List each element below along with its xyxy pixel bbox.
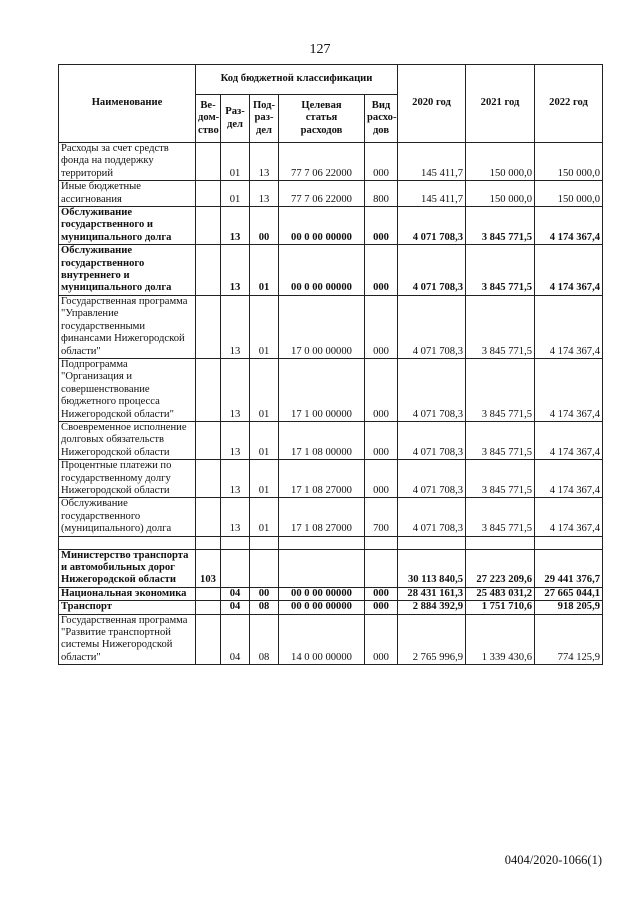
cell-statya: 17 1 08 27000 [279, 460, 365, 498]
budget-table [58, 64, 603, 665]
cell-statya: 17 1 00 00000 [279, 358, 365, 421]
table-row [59, 549, 603, 587]
table-row [59, 460, 603, 498]
table-row [59, 295, 603, 358]
table-row [59, 245, 603, 296]
cell-statya: 00 0 00 00000 [279, 207, 365, 245]
cell-2022: 4 174 367,4 [535, 421, 603, 459]
header-2020: 2020 год [398, 65, 466, 143]
cell-2021: 3 845 771,5 [466, 498, 535, 536]
cell-vedomstvo [196, 143, 221, 181]
cell-vedomstvo [196, 421, 221, 459]
table-row [59, 181, 603, 207]
cell-2020: 4 071 708,3 [398, 207, 466, 245]
cell-vid: 800 [365, 181, 398, 207]
cell-2021: 3 845 771,5 [466, 358, 535, 421]
document-id: 0404/2020-1066(1) [504, 853, 602, 867]
table-body [59, 143, 603, 665]
cell-razdel: 04 [221, 601, 250, 614]
cell-statya: 00 0 00 00000 [279, 245, 365, 296]
cell-vedomstvo: 103 [196, 549, 221, 587]
cell-podrazdel: 00 [250, 587, 279, 600]
cell-podrazdel: 01 [250, 421, 279, 459]
cell-vid: 000 [365, 358, 398, 421]
cell-podrazdel: 08 [250, 601, 279, 614]
cell-2020: 4 071 708,3 [398, 295, 466, 358]
cell-vedomstvo [196, 460, 221, 498]
cell-name: Процентные платежи по государственному долгу Нижегородской области [59, 460, 196, 498]
cell-2022: 4 174 367,4 [535, 460, 603, 498]
table-spacer-row [59, 536, 603, 549]
cell-razdel: 13 [221, 498, 250, 536]
cell-razdel: 04 [221, 614, 250, 665]
cell-statya: 00 0 00 00000 [279, 601, 365, 614]
cell-2021: 1 751 710,6 [466, 601, 535, 614]
header-razdel: Раз- дел [221, 95, 250, 143]
cell-podrazdel: 01 [250, 245, 279, 296]
cell-name: Государственная программа "Развитие транспортной системы Нижегородской области" [59, 614, 196, 665]
cell-razdel: 04 [221, 587, 250, 600]
cell-name: Обслуживание государственного внутреннего и муниципального долга [59, 245, 196, 296]
cell-2020: 145 411,7 [398, 181, 466, 207]
table-row [59, 207, 603, 245]
cell-2020: 145 411,7 [398, 143, 466, 181]
cell-2022: 29 441 376,7 [535, 549, 603, 587]
table-row [59, 498, 603, 536]
cell-2021: 3 845 771,5 [466, 245, 535, 296]
cell-vid: 000 [365, 587, 398, 600]
cell-2021: 1 339 430,6 [466, 614, 535, 665]
cell-2020: 30 113 840,5 [398, 549, 466, 587]
cell-name: Обслуживание государственного (муниципального) долга [59, 498, 196, 536]
cell-razdel: 01 [221, 143, 250, 181]
cell-2021: 150 000,0 [466, 181, 535, 207]
cell-2020: 4 071 708,3 [398, 358, 466, 421]
cell-razdel: 13 [221, 207, 250, 245]
header-2021: 2021 год [466, 65, 535, 143]
cell-2020: 2 765 996,9 [398, 614, 466, 665]
cell-2022: 918 205,9 [535, 601, 603, 614]
cell-2022: 27 665 044,1 [535, 587, 603, 600]
cell-2022: 150 000,0 [535, 143, 603, 181]
cell-statya: 00 0 00 00000 [279, 587, 365, 600]
header-podrazdel: Под- раз- дел [250, 95, 279, 143]
cell-2021: 27 223 209,6 [466, 549, 535, 587]
cell-vid: 000 [365, 245, 398, 296]
cell-vedomstvo [196, 498, 221, 536]
cell-podrazdel: 01 [250, 460, 279, 498]
cell-2022: 4 174 367,4 [535, 207, 603, 245]
cell-2022: 4 174 367,4 [535, 245, 603, 296]
cell-2020: 4 071 708,3 [398, 460, 466, 498]
cell-vid: 000 [365, 421, 398, 459]
cell-vid: 000 [365, 295, 398, 358]
cell-name: Национальная экономика [59, 587, 196, 600]
cell-podrazdel [250, 549, 279, 587]
table-row [59, 601, 603, 614]
cell-vedomstvo [196, 601, 221, 614]
cell-2022: 4 174 367,4 [535, 498, 603, 536]
cell-2021: 25 483 031,2 [466, 587, 535, 600]
cell-vid: 000 [365, 460, 398, 498]
cell-podrazdel: 01 [250, 358, 279, 421]
cell-2020: 4 071 708,3 [398, 245, 466, 296]
cell-2021: 3 845 771,5 [466, 421, 535, 459]
cell-name: Обслуживание государственного и муниципального долга [59, 207, 196, 245]
table-header [59, 65, 603, 143]
cell-name: Своевременное исполнение долговых обязательств Нижегородской области [59, 421, 196, 459]
cell-2021: 3 845 771,5 [466, 460, 535, 498]
cell-vedomstvo [196, 207, 221, 245]
cell-statya [279, 549, 365, 587]
table-row [59, 143, 603, 181]
cell-name: Министерство транспорта и автомобильных дорог Нижегородской области [59, 549, 196, 587]
cell-vedomstvo [196, 358, 221, 421]
header-statya: Целевая статья расходов [279, 95, 365, 143]
table-row [59, 358, 603, 421]
cell-vid: 000 [365, 614, 398, 665]
cell-2020: 4 071 708,3 [398, 498, 466, 536]
cell-statya: 77 7 06 22000 [279, 181, 365, 207]
cell-vedomstvo [196, 295, 221, 358]
cell-2020: 2 884 392,9 [398, 601, 466, 614]
cell-razdel: 13 [221, 460, 250, 498]
cell-vid: 000 [365, 601, 398, 614]
header-code-group: Код бюджетной классификации [196, 65, 398, 95]
cell-2021: 3 845 771,5 [466, 207, 535, 245]
cell-name: Иные бюджетные ассигнования [59, 181, 196, 207]
cell-vid: 000 [365, 207, 398, 245]
cell-statya: 14 0 00 00000 [279, 614, 365, 665]
cell-podrazdel: 13 [250, 143, 279, 181]
cell-vedomstvo [196, 245, 221, 296]
table-row [59, 614, 603, 665]
cell-razdel: 13 [221, 358, 250, 421]
cell-vid [365, 549, 398, 587]
cell-podrazdel: 08 [250, 614, 279, 665]
cell-podrazdel: 13 [250, 181, 279, 207]
header-name: Наименование [59, 65, 196, 143]
cell-vedomstvo [196, 181, 221, 207]
cell-vedomstvo [196, 614, 221, 665]
cell-2020: 4 071 708,3 [398, 421, 466, 459]
cell-name: Государственная программа "Управление государственными финансами Нижегородской области" [59, 295, 196, 358]
cell-vedomstvo [196, 587, 221, 600]
cell-podrazdel: 00 [250, 207, 279, 245]
cell-2021: 150 000,0 [466, 143, 535, 181]
cell-2022: 4 174 367,4 [535, 295, 603, 358]
cell-2022: 4 174 367,4 [535, 358, 603, 421]
cell-2020: 28 431 161,3 [398, 587, 466, 600]
cell-podrazdel: 01 [250, 295, 279, 358]
cell-name: Расходы за счет средств фонда на поддержку территорий [59, 143, 196, 181]
cell-podrazdel: 01 [250, 498, 279, 536]
cell-vid: 000 [365, 143, 398, 181]
cell-razdel: 13 [221, 295, 250, 358]
cell-razdel [221, 549, 250, 587]
cell-name: Подпрограмма "Организация и совершенствование бюджетного процесса Нижегородской области" [59, 358, 196, 421]
cell-name: Транспорт [59, 601, 196, 614]
cell-razdel: 01 [221, 181, 250, 207]
cell-statya: 17 1 08 00000 [279, 421, 365, 459]
table-row [59, 587, 603, 600]
header-vid: Вид расхо- дов [365, 95, 398, 143]
cell-statya: 17 0 00 00000 [279, 295, 365, 358]
header-vedomstvo: Ве- дом- ство [196, 95, 221, 143]
cell-statya: 77 7 06 22000 [279, 143, 365, 181]
header-2022: 2022 год [535, 65, 603, 143]
cell-2022: 150 000,0 [535, 181, 603, 207]
cell-2021: 3 845 771,5 [466, 295, 535, 358]
cell-statya: 17 1 08 27000 [279, 498, 365, 536]
cell-2022: 774 125,9 [535, 614, 603, 665]
cell-razdel: 13 [221, 421, 250, 459]
cell-razdel: 13 [221, 245, 250, 296]
page-number: 127 [309, 42, 331, 57]
cell-vid: 700 [365, 498, 398, 536]
table-row [59, 421, 603, 459]
